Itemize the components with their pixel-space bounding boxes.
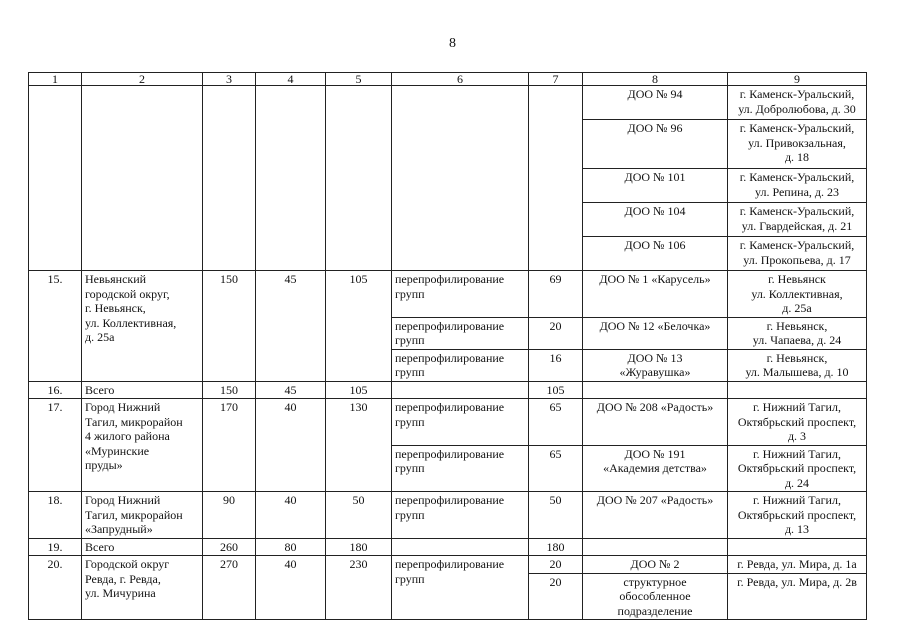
row-number: 15. (29, 271, 82, 382)
cell-line: «Муринские (85, 443, 150, 458)
dou-address (728, 573, 867, 620)
cell-line: Город Нижний (85, 493, 161, 507)
measure-type (392, 349, 529, 381)
dou-address (728, 556, 867, 574)
column-header: 1 (29, 73, 82, 86)
cell-line: Октябрьский проспект, (737, 507, 857, 522)
dou-address (728, 169, 867, 203)
cell-line: Город Нижний (85, 400, 161, 414)
cell-line: ул. Чапаева, д. 24 (752, 333, 842, 347)
empty-cell (728, 538, 867, 556)
cell-line: городской округ, (85, 286, 170, 301)
total-label: Всего (82, 381, 203, 399)
cell-line: ДОО № 191 (624, 446, 686, 461)
cell-line: перепрофилирование (395, 446, 505, 461)
cell-line: ул. Малышева, д. 10 (745, 365, 849, 379)
dou-name: ДОО № 104 (583, 203, 728, 237)
cell-line: перепрофилирование (395, 272, 505, 286)
value-col3: 150 (203, 381, 256, 399)
dou-name (583, 492, 728, 539)
cell-line: Городской округ (85, 557, 170, 571)
cell-line: подразделение (617, 603, 693, 618)
cell-line: г. Каменск-Уральский, (739, 170, 855, 184)
measure-type (392, 399, 529, 446)
row-number: 16. (29, 381, 82, 399)
value-col3: 90 (203, 492, 256, 539)
cell-line: перепрофилирование (395, 318, 505, 333)
measure-type (392, 445, 529, 492)
measure-type (392, 271, 529, 318)
cell-line: г. Нижний Тагил, (753, 400, 841, 414)
value-col7: 16 (529, 349, 583, 381)
cell-line: групп (395, 333, 425, 347)
value-col4: 80 (256, 538, 326, 556)
cell-line: Невьянский (85, 272, 147, 286)
cell-line: ул. Репина, д. 23 (755, 184, 839, 199)
dou-name (583, 317, 728, 349)
empty-cell (326, 86, 392, 271)
cell-line: групп (395, 286, 425, 301)
cell-line: перепрофилирование (395, 400, 505, 414)
column-header: 2 (82, 73, 203, 86)
cell-line: групп (395, 507, 425, 522)
cell-line: г. Нижний Тагил, (753, 446, 841, 461)
column-header: 3 (203, 73, 256, 86)
value-col4: 40 (256, 556, 326, 620)
cell-line: ул. Гвардейская, д. 21 (741, 218, 853, 233)
cell-line: ул. Мичурина (85, 586, 156, 600)
municipality (82, 271, 203, 382)
dou-address (728, 399, 867, 446)
cell-line: Октябрьский проспект, (737, 461, 857, 475)
value-col4: 40 (256, 399, 326, 492)
cell-line: структурное (623, 574, 687, 589)
cell-line: г. Нижний Тагил, (753, 493, 841, 507)
table-row (29, 492, 867, 539)
measure-type (392, 492, 529, 539)
value-col7: 69 (529, 271, 583, 318)
municipality (82, 492, 203, 539)
value-col3: 170 (203, 399, 256, 492)
table-row (29, 271, 867, 318)
value-col5: 50 (326, 492, 392, 539)
dou-name (583, 399, 728, 446)
value-col4: 45 (256, 381, 326, 399)
page-number: 8 (449, 36, 456, 51)
allocation-table (28, 72, 867, 620)
empty-cell (256, 86, 326, 271)
municipality (82, 399, 203, 492)
cell-line: перепрофилирование (395, 350, 505, 365)
cell-line: ДОО № 1 «Карусель» (599, 272, 711, 286)
value-col5: 230 (326, 556, 392, 620)
column-header: 4 (256, 73, 326, 86)
cell-line: д. 25а (782, 301, 812, 315)
empty-cell (583, 538, 728, 556)
row-number: 18. (29, 492, 82, 539)
total-row (29, 381, 867, 399)
cell-line: г. Невьянск (768, 272, 826, 286)
cell-line: Ревда, г. Ревда, (85, 571, 161, 586)
empty-cell (392, 86, 529, 271)
column-header: 6 (392, 73, 529, 86)
dou-name (583, 271, 728, 318)
empty-cell (82, 86, 203, 271)
value-col5: 180 (326, 538, 392, 556)
value-col7: 20 (529, 317, 583, 349)
cell-line: г. Невьянск, (766, 350, 828, 365)
header-row (29, 73, 867, 86)
cell-line: д. 3 (787, 429, 807, 443)
total-label: Всего (82, 538, 203, 556)
dou-address (728, 271, 867, 318)
value-col7: 65 (529, 445, 583, 492)
value-col7: 20 (529, 573, 583, 620)
cell-line: ул. Коллективная, (751, 286, 843, 301)
cell-line: г. Ревда, ул. Мира, д. 1а (737, 557, 857, 571)
cell-line: ул. Коллективная, (85, 315, 177, 330)
cell-line: ул. Добролюбова, д. 30 (738, 101, 856, 116)
cell-line: ДОО № 208 «Радость» (596, 400, 714, 414)
value-col5: 130 (326, 399, 392, 492)
dou-address (728, 120, 867, 169)
cell-line: ул. Привокзальная, (748, 135, 846, 150)
column-header: 7 (529, 73, 583, 86)
cell-line: д. 25а (85, 330, 115, 344)
value-col7: 180 (529, 538, 583, 556)
value-col7: 50 (529, 492, 583, 539)
cell-line: д. 24 (784, 475, 810, 490)
empty-cell (29, 86, 82, 271)
dou-name (583, 445, 728, 492)
dou-name: ДОО № 94 (583, 86, 728, 120)
cell-line: д. 13 (784, 522, 810, 536)
cell-line: Тагил, микрорайон (85, 507, 183, 522)
dou-address (728, 492, 867, 539)
cell-line: ДОО № 207 «Радость» (596, 493, 714, 507)
column-header: 5 (326, 73, 392, 86)
table-row (29, 399, 867, 446)
cell-line: д. 18 (784, 150, 810, 164)
cell-line: перепрофилирование (395, 557, 505, 571)
cell-line: «Журавушка» (619, 365, 691, 379)
dou-name: ДОО № 101 (583, 169, 728, 203)
value-col3: 150 (203, 271, 256, 382)
empty-cell (392, 538, 529, 556)
empty-cell (728, 381, 867, 399)
cell-line: г. Каменск-Уральский, (739, 87, 855, 101)
value-col3: 270 (203, 556, 256, 620)
value-col5: 105 (326, 271, 392, 382)
cell-line: пруды» (85, 458, 123, 472)
cell-line: ДОО № 13 (627, 350, 683, 365)
dou-address (728, 237, 867, 271)
cell-line: групп (395, 365, 425, 379)
dou-name (583, 573, 728, 620)
cell-line: перепрофилирование (395, 493, 505, 507)
empty-cell (529, 86, 583, 271)
cell-line: Тагил, микрорайон (85, 414, 183, 429)
cell-line: 4 жилого района (85, 429, 170, 443)
dou-name (583, 556, 728, 574)
dou-name: ДОО № 106 (583, 237, 728, 271)
value-col7: 105 (529, 381, 583, 399)
cell-line: «Академия детства» (603, 461, 707, 475)
dou-address (728, 445, 867, 492)
value-col5: 105 (326, 381, 392, 399)
dou-address (728, 203, 867, 237)
cell-line: г. Каменск-Уральский, (739, 121, 855, 135)
measure-type (392, 556, 529, 620)
cell-line: групп (395, 461, 425, 475)
cell-line: ДОО № 12 «Белочка» (599, 318, 711, 333)
cell-line: г. Невьянск, (766, 318, 828, 333)
cell-line: ул. Прокопьева, д. 17 (743, 252, 851, 267)
municipality (82, 556, 203, 620)
total-row (29, 538, 867, 556)
cell-line: групп (395, 414, 425, 429)
cell-line: г. Невьянск, (85, 301, 146, 315)
column-header: 9 (728, 73, 867, 86)
cell-line: г. Каменск-Уральский, (739, 204, 855, 218)
cell-line: групп (395, 571, 425, 586)
cell-line: обособленное (619, 589, 691, 603)
row-number: 20. (29, 556, 82, 620)
cell-line: Октябрьский проспект, (737, 414, 857, 429)
empty-cell (392, 381, 529, 399)
dou-address (728, 317, 867, 349)
value-col4: 40 (256, 492, 326, 539)
table-row (29, 556, 867, 574)
value-col7: 65 (529, 399, 583, 446)
dou-name (583, 349, 728, 381)
dou-name: ДОО № 96 (583, 120, 728, 169)
row-number: 19. (29, 538, 82, 556)
value-col7: 20 (529, 556, 583, 574)
cell-line: г. Каменск-Уральский, (739, 238, 855, 252)
dou-address (728, 349, 867, 381)
cell-line: г. Ревда, ул. Мира, д. 2в (737, 574, 857, 589)
dou-address (728, 86, 867, 120)
empty-cell (203, 86, 256, 271)
value-col4: 45 (256, 271, 326, 382)
column-header: 8 (583, 73, 728, 86)
value-col3: 260 (203, 538, 256, 556)
cell-line: «Запрудный» (85, 522, 153, 536)
table-row (29, 86, 867, 120)
row-number: 17. (29, 399, 82, 492)
cell-line: ДОО № 2 (630, 557, 680, 571)
empty-cell (583, 381, 728, 399)
measure-type (392, 317, 529, 349)
